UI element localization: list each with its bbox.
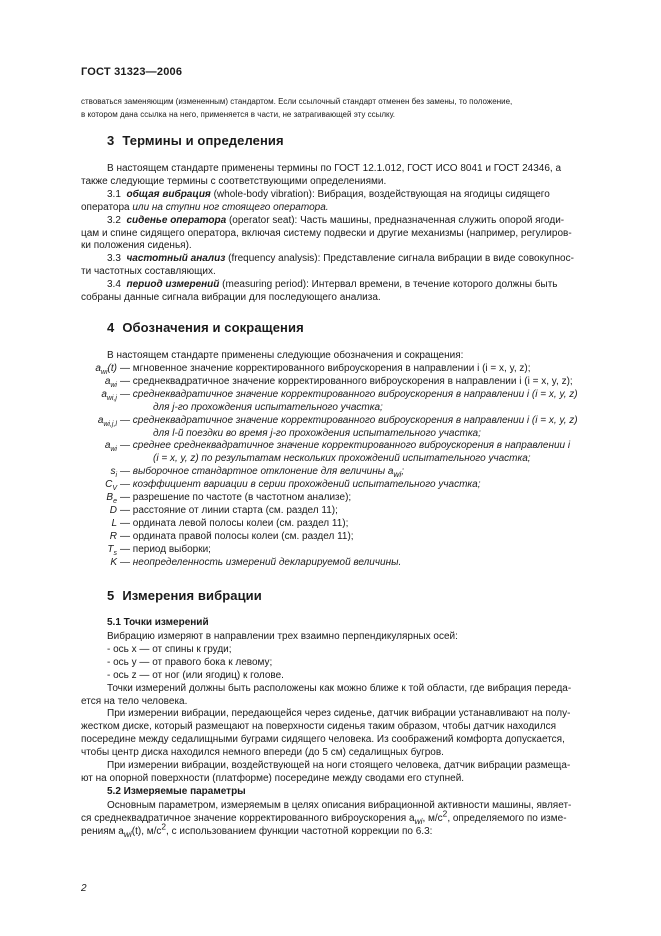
symbol-description: — выборочное стандартное отклонение для величины $a_{wi}$; [120, 466, 405, 480]
symbol-description: — среднеквадратичное значение корректированного виброускорения в направлении i (i = x, y, z) [120, 388, 578, 400]
superscript: 2 [161, 821, 167, 832]
term-3-2 [81, 215, 583, 228]
symbol-definition [78, 518, 588, 531]
section-3-body [81, 163, 583, 305]
paragraph: Точки измерений должны быть расположены как можно ближе к той области, где вибрация переда- [107, 682, 572, 694]
section-number: 4 [107, 320, 115, 335]
section-5-heading [107, 590, 262, 603]
text-line: чтобы центр диска находился немного впереди (до 5 см) седалищных бугров. [81, 747, 444, 759]
term-3-1 [81, 189, 583, 202]
subsection-5-2-heading: 5.2 Измеряемые параметры [107, 786, 246, 797]
term-number: 3.3 [107, 253, 121, 265]
section-number: 3 [107, 133, 115, 148]
text-fragment: рениям a [81, 825, 124, 837]
axis-item: - ось y — от правого бока к левому; [107, 656, 273, 668]
paragraph: В настоящем стандарте применены следующие обозначения и сокращения: [107, 350, 464, 361]
symbol: $C_V$ [105, 479, 117, 493]
symbol-description: — расстояние от линии старта (см. раздел 11); [120, 504, 338, 516]
term-name: период измерений [126, 279, 220, 291]
symbol-description: — среднее среднеквадратичное значение корректированного виброускорения в направлении i [120, 440, 571, 452]
symbol-description-cont: для j-го прохождения испытательного участка; [153, 401, 383, 413]
term-definition: (frequency analysis): Представление сигнала вибрации в виде совокупнос- [225, 253, 574, 265]
text-line: ти частотных составляющих. [81, 266, 216, 278]
text-line: оператора [81, 201, 133, 213]
text-line: собраны данные сигнала вибрации для последующего анализа. [81, 292, 381, 304]
symbol: R [109, 530, 117, 542]
term-3-1-cont [81, 202, 583, 215]
term-number: 3.1 [107, 188, 121, 200]
symbol: $a_{wi}(t)$ [95, 363, 117, 376]
axis-item: - ось x — от спины к груди; [107, 643, 232, 655]
symbol: $T_s$ [107, 543, 117, 557]
symbol-definition [78, 505, 588, 518]
term-name: сиденье оператора [126, 214, 227, 226]
superscript: 2 [442, 808, 448, 819]
symbol-description-cont: для l-й поездки во время j-го прохождения испытательного участка; [153, 427, 481, 439]
symbol-description-cont: (i = x, y, z) по результатам нескольких прохождений испытательного участка; [153, 453, 531, 465]
note-line: ствоваться заменяющим (измененным) стандартом. Если ссылочный стандарт отменен без замены, то положение, [81, 97, 513, 106]
symbol-description: — период выборки; [120, 543, 211, 555]
term-definition: (whole-body vibration): Вибрация, воздействующая на ягодицы сидящего [210, 188, 550, 200]
section-5-2-body [81, 800, 583, 839]
paragraph: При измерении вибрации, воздействующей на ноги стоящего человека, датчик вибрации размеща- [107, 760, 571, 772]
text-line: ки положения сиденья). [81, 240, 192, 252]
symbol: $B_e$ [106, 492, 117, 506]
text-fragment: (t), м/с [131, 825, 162, 837]
axis-item: - ось z — от ног (или ягодиц) к голове. [107, 669, 284, 681]
subscript: wi [414, 815, 423, 826]
symbol-description: — среднеквадратичное значение корректированного виброускорения в направлении i (i = x, y, z); [120, 375, 573, 387]
symbol-description: — ордината левой полосы колеи (см. раздел 11); [120, 517, 349, 529]
text-line-formula [81, 821, 583, 839]
term-3-3 [81, 253, 583, 266]
symbol-description: — среднеквадратичное значение корректированного виброускорения в направлении i (i = x, y, z) [120, 414, 578, 426]
section-5-body [81, 631, 583, 786]
symbol-definition [78, 531, 588, 544]
text-line: цам и спине сидящего оператора, включая систему подвески и другие механизмы (например, регулиров- [81, 227, 572, 239]
text-line: посередине между седалищными буграми сидящего человека. Из соображений комфорта допускается, [81, 734, 565, 746]
section-title: Измерения вибрации [122, 588, 262, 603]
symbol-definition [78, 544, 588, 557]
symbol: D [109, 504, 117, 516]
symbol-definition [78, 466, 588, 479]
symbol-description: — разрешение по частоте (в частотном анализе); [120, 492, 352, 504]
paragraph [81, 163, 583, 176]
symbol: $a_{wi}$ [104, 440, 117, 454]
section-title: Термины и определения [122, 133, 284, 148]
symbol-definition [78, 492, 588, 505]
symbols-list [78, 363, 588, 570]
section-4-heading [107, 322, 304, 335]
term-number: 3.2 [107, 214, 121, 226]
section-number: 5 [107, 588, 115, 603]
symbol-definition [78, 363, 588, 376]
section-4-intro [81, 350, 583, 363]
term-definition: (operator seat): Часть машины, предназначенная служить опорой ягоди- [226, 214, 565, 226]
paragraph: Вибрацию измеряют в направлении трех взаимно перпендикулярных осей: [107, 631, 458, 642]
text-fragment: , с использованием функции частотной коррекции по 6.3: [166, 825, 433, 837]
term-name: общая вибрация [126, 188, 211, 200]
page-number: 2 [81, 883, 87, 894]
note-line: в котором дана ссылка на него, применяется в части, не затрагивающей эту ссылку. [81, 109, 396, 119]
text-line: ют на опорной поверхности (платформе) посередине между сводами его ступней. [81, 772, 465, 784]
symbol-description: — ордината правой полосы колеи (см. раздел 11); [120, 530, 354, 542]
section-title: Обозначения и сокращения [122, 320, 304, 335]
symbol-definition [78, 389, 588, 402]
text-line: В настоящем стандарте применены термины по ГОСТ 12.1.012, ГОСТ ИСО 8041 и ГОСТ 24346, а [107, 163, 562, 174]
symbol: $a_{wi,j}$ [101, 388, 117, 402]
text-line-formula [81, 808, 583, 826]
symbol-definition [78, 557, 588, 570]
subsection-5-1-heading: 5.1 Точки измерений [107, 617, 209, 628]
paragraph: При измерении вибрации, передающейся через сиденье, датчик вибрации устанавливают на полу- [107, 708, 571, 720]
symbol: $s_i$ [110, 466, 117, 480]
term-name: частотный анализ [126, 253, 226, 265]
term-definition: (measuring period): Интервал времени, в течение которого должны быть [219, 279, 558, 291]
document-header: ГОСТ 31323—2006 [81, 66, 183, 78]
symbol: $a_{wi}$ [104, 375, 117, 389]
term-number: 3.4 [107, 279, 121, 291]
symbol: $a_{wi,j,l}$ [97, 414, 117, 428]
paragraph-cont: также следующие термины с соответствующими определениями. [81, 175, 387, 187]
symbol-definition [78, 440, 588, 453]
symbol-description: — коэффициент вариации в серии прохождений испытательного участка; [120, 479, 481, 491]
continuation-note [81, 96, 581, 121]
text-fragment: ся среднеквадратичное значение корректированного виброускорения a [81, 812, 415, 824]
text-line: жестком диске, который размещают на поверхности сиденья таким образом, чтобы датчик находился [81, 721, 557, 733]
symbol-description: — неопределенность измерений декларируемой величины. [120, 556, 402, 568]
paragraph: Основным параметром, измеряемым в целях описания вибрационной активности машины, являет- [107, 800, 572, 811]
section-3-heading [107, 135, 284, 148]
text-fragment: , м/с [422, 812, 443, 824]
term-3-4 [81, 279, 583, 292]
symbol-definition [78, 376, 588, 389]
text-line: ется на тело человека. [81, 695, 188, 707]
text-line-italic: или на ступни ног стоящего оператора. [132, 201, 329, 213]
subscript: wi [123, 828, 132, 839]
symbol-definition [78, 415, 588, 428]
symbol-definition [78, 479, 588, 492]
symbol-description: — мгновенное значение корректированного виброускорения в направлении i (i = x, y, z); [120, 363, 531, 374]
text-fragment: , определяемого по изме- [447, 812, 567, 824]
symbol: L [111, 517, 117, 529]
symbol: K [110, 556, 117, 568]
